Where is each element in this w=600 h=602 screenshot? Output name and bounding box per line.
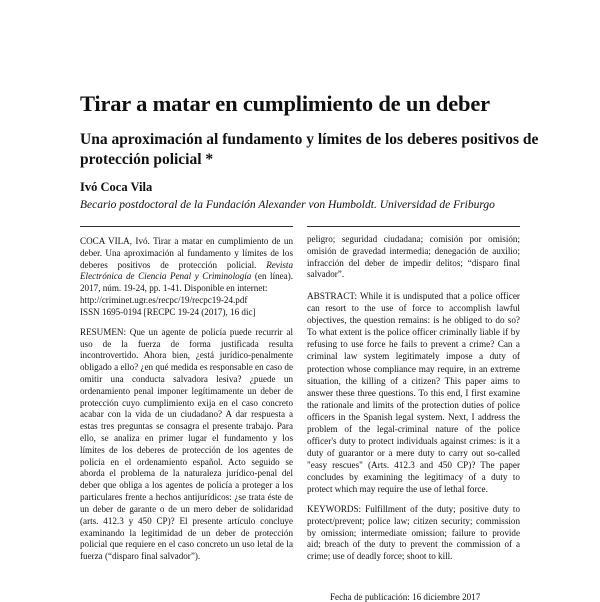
citation-journal: Revista Electrónica de Ciencia Penal y Criminología [80, 259, 293, 282]
citation-issn: ISSN 1695-0194 [RECPC 19-24 (2017), 16 dic] [80, 306, 256, 317]
page-title: Tirar a matar en cumplimiento de un deber [80, 91, 490, 116]
citation-reference: COCA VILA, Ivó. Tirar a matar en cumplimiento de un deber. Una aproximación al fundamento y límites de los deberes positivos de protección policial. [80, 236, 293, 270]
left-column-rule [80, 226, 293, 227]
abstract-paragraph: ABSTRACT: While it is undisputed that a police officer can resort to the use of force to accomplish lawful objectives, the question remains: is he obliged to do so? To what extent is the police officer criminally liable if by refusing to use force he fails to prevent a crime? Can a criminal law system legitimately impose a duty of protection whose compliance may require, in an extreme situation, the killing of a citizen? This paper aims to answer these three questions. To this end, I first examine the rationale and limits of the protection duties of police officers in the Spanish legal system. Next, I address the problem of the legal-criminal nature of the police officer's duty to protect individuals against crimes: is it a duty of guarantor or a mere duty to carry out so-called "easy rescues" (Arts. 412.3 and 450 CP)? The paper concludes by examining the legitimacy of a duty to protect which may require the use of lethal force. [307, 291, 520, 494]
right-column-rule [307, 226, 520, 227]
publication-date: Fecha de publicación: 16 diciembre 2017 [330, 592, 481, 602]
resumen-paragraph: RESUMEN: Que un agente de policía puede recurrir al uso de la fuerza de forma justificada resulta incontrovertido. Ahora bien, ¿está jurídico-penalmente obligado a ello? ¿en qué medida es responsable en caso de omitir una conducta salvadora lesiva? ¿puede un ordenamiento penal imponer legítimamente un deber de protección cuyo cumplimiento exija en el caso concreto acabar con la vida de un ciudadano? A dar respuesta a estas tres preguntas se consagra el presente trabajo. Para ello, se analiza en primer lugar el fundamento y los límites de los deberes de protección de los agentes de policía en el ordenamiento español. Acto seguido se aborda el problema de la naturaleza jurídico-penal del deber que obliga a los agentes de policía a proteger a los particulares frente a hechos antijurídicos: ¿se trata éste de un deber de garante o de un mero deber de solidaridad (arts. 412.3 y 450 CP)? El presente artículo concluye examinando la legitimidad de un deber de protección policial que requiere en el caso concreto un uso letal de la fuerza (“disparo final salvador”). [80, 326, 293, 562]
citation-reference-tail: (en línea). 2017, núm. 19-24, pp. 1-41. Disponible en internet: [80, 271, 294, 294]
page-subtitle: Una aproximación al fundamento y límites de los deberes positivos de protección policial * [80, 131, 539, 168]
citation-block [80, 236, 293, 319]
right-column [307, 234, 520, 563]
author-affiliation: Becario postdoctoral de la Fundación Alexander von Humboldt. Universidad de Friburgo [80, 199, 495, 211]
author-name: Ivó Coca Vila [80, 180, 153, 194]
left-column [80, 236, 293, 563]
citation-url[interactable]: http://criminet.ugr.es/recpc/19/recpc19-24.pdf [80, 295, 248, 306]
keywords-paragraph: KEYWORDS: Fulfillment of the duty; positive duty to protect/prevent; police law; citizen security; commission by omission; intermediate omission; failure to provide aid; breach of the duty to prevent the commission of a crime; use of deadly force; shoot to kill. [307, 504, 520, 562]
palabras-clave-continuation: peligro; seguridad ciudadana; comisión por omisión; omisión de gravedad intermedia; denegación de auxilio; infracción del deber de impedir delitos; “disparo final salvador”. [307, 234, 520, 280]
